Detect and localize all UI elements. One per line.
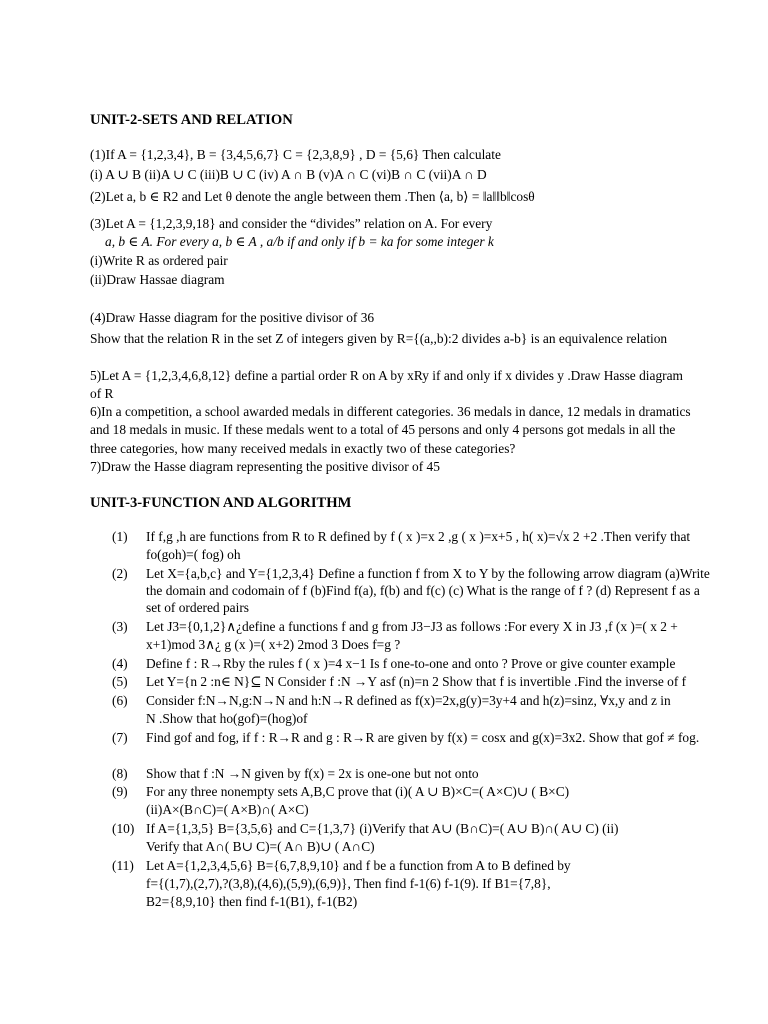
item-number: (9) [112,784,128,799]
unit2-line: three categories, how many received medals in exactly two of these categories? [90,441,516,456]
item-line: Let A={1,2,3,4,5,6} B={6,7,8,9,10} and f be a function from A to B defined by [146,858,571,873]
item-number: (2) [112,566,128,581]
unit2-heading: UNIT-2-SETS AND RELATION [90,112,293,128]
unit2-line: 5)Let A = {1,2,3,4,6,8,12} define a partial order R on A by xRy if and only if x divides y .Draw Hasse diagram [90,368,683,383]
item-number: (10) [112,821,135,836]
item-line: If f,g ,h are functions from R to R defined by f ( x )=x 2 ,g ( x )=x+5 , h( x)=√x 2 +2 .Then verify that [146,529,691,544]
item-number: (5) [112,674,128,689]
item-number: (3) [112,619,128,634]
item-line: N .Show that ho(gof)=(hog)of [146,711,308,726]
item-line: Let Y={n 2 :n∈ N}⊆ N Consider f :N →Y asf (n)=n 2 Show that f is invertible .Find the inverse of f [146,674,687,689]
item-number: (1) [112,529,128,544]
item-line: (ii)A×(B∩C)=( A×B)∩( A×C) [146,802,309,817]
item-line: the domain and codomain of f (b)Find f(a), f(b) and f(c) (c) What is the range of f ? (d) Represent f as a [146,583,700,598]
unit2-line: of R [90,386,114,401]
unit2-line: (i) A ∪ B (ii)A ∪ C (iii)B ∪ C (iv) A ∩ B (v)A ∩ C (vi)B ∩ C (vii)A ∩ D [90,167,487,182]
item-number: (8) [112,766,128,781]
item-line: Show that f :N →N given by f(x) = 2x is one-one but not onto [146,766,479,781]
unit2-line: (2)Let a, b ∈ R2 and Let θ denote the angle between them .Then ⟨a, b⟩ = ‖a‖‖b‖cosθ [90,189,535,204]
item-number: (6) [112,693,128,708]
unit2-line: 6)In a competition, a school awarded medals in different categories. 36 medals in dance, 12 medals in dramatics [90,404,691,419]
item-line: Verify that A∩( B∪ C)=( A∩ B)∪ ( A∩C) [146,839,375,854]
unit2-line: (i)Write R as ordered pair [90,253,228,268]
item-line: Let X={a,b,c} and Y={1,2,3,4} Define a function f from X to Y by the following arrow diagram (a)Write [146,566,710,581]
item-line: Find gof and fog, if f : R→R and g : R→R are given by f(x) = cosx and g(x)=3x2. Show that gof ≠ fog. [146,730,700,745]
item-line: set of ordered pairs [146,600,249,615]
unit2-line: (3)Let A = {1,2,3,9,18} and consider the “divides” relation on A. For every [90,216,493,231]
item-line: Define f : R→Rby the rules f ( x )=4 x−1 Is f one-to-one and onto ? Prove or give counter example [146,656,676,671]
unit2-line: a, b ∈ A. For every a, b ∈ A , a/b if and only if b = ka for some integer k [105,234,494,249]
item-line: fo(goh)=( fog) oh [146,547,241,562]
unit2-line: Show that the relation R in the set Z of integers given by R={(a,,b):2 divides a-b} is an equivalence relation [90,331,668,346]
item-line: Let J3={0,1,2}∧¿define a functions f and g from J3−J3 as follows :For every X in J3 ,f (x )=( x 2 + [146,619,678,634]
unit2-line: 7)Draw the Hasse diagram representing the positive divisor of 45 [90,459,440,474]
unit3-heading: UNIT-3-FUNCTION AND ALGORITHM [90,495,352,511]
unit2-line: (4)Draw Hasse diagram for the positive divisor of 36 [90,310,375,325]
unit2-line: and 18 medals in music. If these medals went to a total of 45 persons and only 4 persons got medals in all the [90,422,676,437]
item-number: (7) [112,730,128,745]
item-line: If A={1,3,5} B={3,5,6} and C={1,3,7} (i)Verify that A∪ (B∩C)=( A∪ B)∩( A∪ C) (ii) [146,821,619,836]
item-line: f={(1,7),(2,7),?(3,8),(4,6),(5,9),(6,9)}, Then find f-1(6) f-1(9). If B1={7,8}, [146,876,551,891]
unit2-line: (1)If A = {1,2,3,4}, B = {3,4,5,6,7} C = {2,3,8,9} , D = {5,6} Then calculate [90,147,501,162]
item-number: (11) [112,858,134,873]
item-line: B2={8,9,10} then find f-1(B1), f-1(B2) [146,894,358,909]
unit2-line: (ii)Draw Hassae diagram [90,272,225,287]
item-line: x+1)mod 3∧¿ g (x )=( x+2) 2mod 3 Does f=g ? [146,637,401,652]
item-line: Consider f:N→N,g:N→N and h:N→R defined as f(x)=2x,g(y)=3y+4 and h(z)=sinz, ∀x,y and z in [146,693,671,708]
item-line: For any three nonempty sets A,B,C prove that (i)( A ∪ B)×C=( A×C)∪ ( B×C) [146,784,570,799]
item-number: (4) [112,656,128,671]
